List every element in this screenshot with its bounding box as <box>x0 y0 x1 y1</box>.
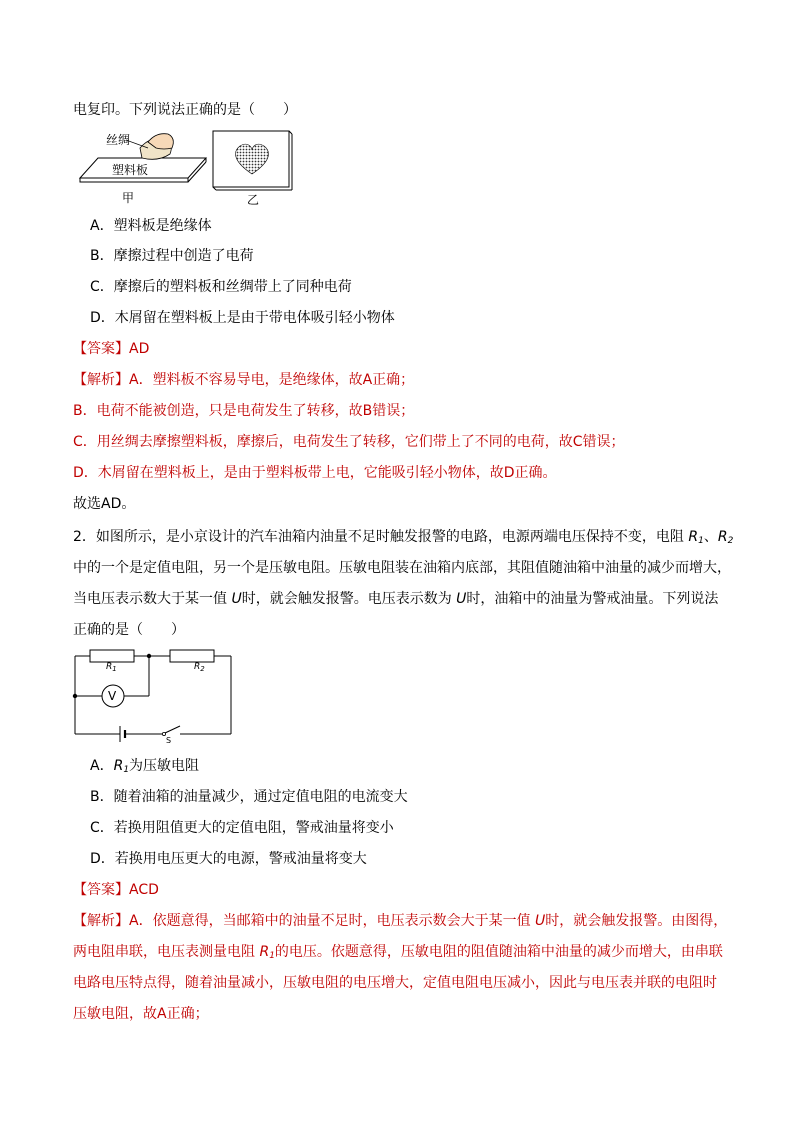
var-r1: R <box>259 944 270 960</box>
analysis-text: 的电压。依题意得，压敏电阻的阻值随油箱中油量的减少而增大，由串联 <box>274 944 723 960</box>
q1-stem-tail: 电复印。下列说法正确的是（ ） <box>73 102 297 118</box>
q2-stem-line-3 <box>73 592 718 606</box>
r2-letter: R <box>194 662 201 672</box>
var-r1-sub: 1 <box>269 951 275 961</box>
label-voltmeter: V <box>108 689 117 703</box>
label-switch: S <box>166 736 172 745</box>
var-r2-sub: 2 <box>727 536 734 546</box>
label-r1 <box>106 663 117 673</box>
label-silk: 丝绸 <box>106 133 131 147</box>
var-r1-sub: 1 <box>123 765 130 775</box>
r1-sub: 1 <box>112 665 117 673</box>
q1-option-a: A．塑料板是绝缘体 <box>90 218 212 234</box>
q1-option-c: C．摩擦后的塑料板和丝绸带上了同种电荷 <box>90 279 352 295</box>
q2-analysis-line-4: 压敏电阻，故A正确； <box>73 1006 209 1022</box>
q1-analysis-line-3: C．用丝绸去摩擦塑料板，摩擦后，电荷发生了转移，它们带上了不同的电荷，故C错误； <box>73 434 625 450</box>
analysis-text: 时，就会触发报警。由图得， <box>545 913 728 929</box>
caption-yi: 乙 <box>247 193 260 207</box>
label-r2 <box>194 663 205 673</box>
r1-letter: R <box>106 662 113 672</box>
var-r2: R <box>717 529 728 545</box>
q2-option-a <box>90 759 199 775</box>
analysis-text: A．塑料板不容易导电，是绝缘体，故A正确； <box>129 372 415 388</box>
q2-stem-line-1 <box>73 530 733 546</box>
var-u: U <box>535 913 546 929</box>
figure-yi-drawing <box>212 130 294 190</box>
q2-analysis-line-1 <box>73 914 727 928</box>
q2-answer <box>73 883 159 897</box>
q1-option-b: B．摩擦过程中创造了电荷 <box>90 248 254 264</box>
var-u: U <box>231 591 242 607</box>
analysis-text: A．依题意得，当邮箱中的油量不足时，电压表示数会大于某一值 <box>129 913 536 929</box>
q2-option-c: C．若换用阻值更大的定值电阻，警戒油量将变小 <box>90 820 394 836</box>
q1-analysis-line-1 <box>73 373 414 387</box>
q2-stem-text: 2．如图所示，是小京设计的汽车油箱内油量不足时触发报警的电路，电源两端电压保持不变，电阻 <box>73 529 689 545</box>
option-a-prefix: A． <box>90 758 114 774</box>
answer-tag: 【答案】 <box>73 882 129 898</box>
answer-value: AD <box>129 341 150 357</box>
analysis-tag: 【解析】 <box>73 372 129 388</box>
q2-stem-line-4: 正确的是（ ） <box>73 622 185 638</box>
figure-jia-drawing <box>78 128 208 188</box>
label-board: 塑料板 <box>112 163 149 177</box>
q2-option-b: B．随着油箱的油量减少，通过定值电阻的电流变大 <box>90 789 408 805</box>
separator: 、 <box>703 529 718 545</box>
q2-stem-line-2: 中的一个是定值电阻，另一个是压敏电阻。压敏电阻装在油箱内底部，其阻值随油箱中油量的减少而增大， <box>73 560 731 576</box>
q2-stem-text: 时，就会触发报警。电压表示数为 <box>241 591 457 607</box>
q1-conclusion: 故选AD。 <box>73 496 136 512</box>
q1-analysis-line-2: B．电荷不能被创造，只是电荷发生了转移，故B错误； <box>73 403 415 419</box>
var-r1: R <box>688 529 699 545</box>
answer-value: ACD <box>129 882 159 898</box>
q1-answer <box>73 342 149 356</box>
q2-analysis-line-3: 电路电压特点得，随着油量减小，压敏电阻的电压增大，定值电阻电压减小，因此与电压表并联的电阻时 <box>73 975 717 991</box>
analysis-tag: 【解析】 <box>73 913 129 929</box>
q1-analysis-line-4: D．木屑留在塑料板上，是由于塑料板带上电，它能吸引轻小物体，故D正确。 <box>73 465 557 481</box>
q1-option-d: D．木屑留在塑料板上是由于带电体吸引轻小物体 <box>90 310 395 326</box>
answer-tag: 【答案】 <box>73 341 129 357</box>
var-r1-sub: 1 <box>698 536 704 546</box>
r2-sub: 2 <box>200 665 205 673</box>
analysis-text: 两电阻串联，电压表测量电阻 <box>73 944 260 960</box>
q2-stem-text: 时，油箱中的油量为警戒油量。下列说法 <box>466 591 719 607</box>
q2-stem-text: 当电压表示数大于某一值 <box>73 591 232 607</box>
circuit-drawing <box>74 648 234 738</box>
var-r1: R <box>113 758 124 774</box>
q2-analysis-line-2 <box>73 945 723 961</box>
caption-jia: 甲 <box>122 191 135 205</box>
var-u: U <box>456 591 467 607</box>
option-a-text: 为压敏电阻 <box>129 758 200 774</box>
q2-option-d: D．若换用电压更大的电源，警戒油量将变大 <box>90 851 367 867</box>
